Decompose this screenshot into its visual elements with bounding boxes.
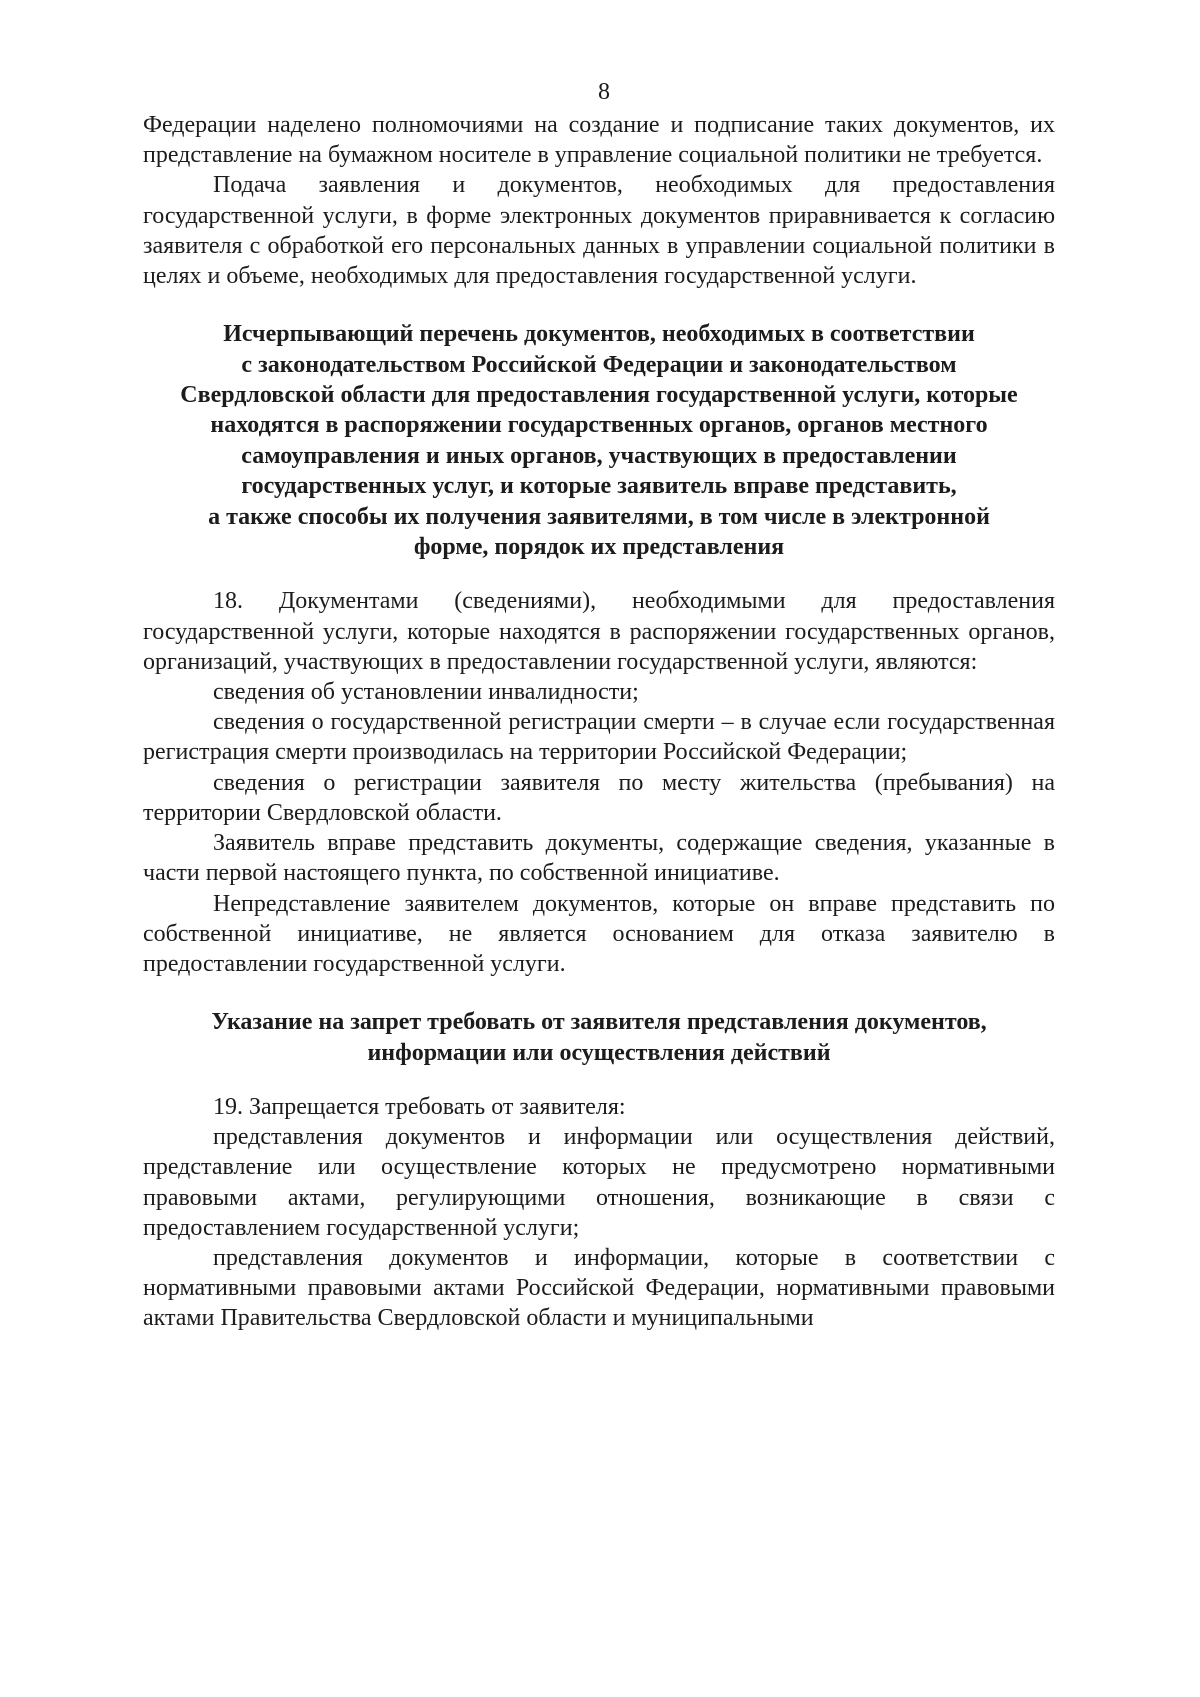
heading-line: с законодательством Российской Федерации и законодательством — [241, 351, 957, 378]
paragraph-residence-registration: сведения о регистрации заявителя по месту жительства (пребывания) на территории Свердловской области. — [143, 769, 1055, 826]
heading-line: информации или осуществления действий — [367, 1039, 831, 1066]
paragraph-item-19: 19. Запрещается требовать от заявителя: — [213, 1093, 626, 1120]
document-page — [143, 78, 1055, 1334]
spacer — [143, 979, 1055, 1007]
heading-line: самоуправления и иных органов, участвующих в предоставлении — [241, 442, 957, 469]
heading-line: находятся в распоряжении государственных органов, органов местного — [210, 412, 988, 439]
spacer — [143, 562, 1055, 586]
paragraph-prohibition-2: представления документов и информации, которые в соответствии с нормативными правовыми актами Российской Федерации, нормативными правовыми актами Правительства Свердловской области и муниципальными — [143, 1244, 1055, 1332]
paragraph-continuation: Федерации наделено полномочиями на создание и подписание таких документов, их представление на бумажном носителе в управление социальной политики не требуется. — [143, 112, 1055, 169]
paragraph-disability-info: сведения об установлении инвалидности; — [213, 679, 639, 706]
paragraph-prohibition-1: представления документов и информации или осуществления действий, представление или осуществление которых не предусмотрено нормативными правовыми актами, регулирующими отношения, возникающие в связи с предоставлением государственной услуги; — [143, 1124, 1055, 1241]
paragraph-electronic-submission: Подача заявления и документов, необходимых для предоставления государственной услуги, в форме электронных документов приравнивается к согласию заявителя с обработкой его персональных данных в управлении социальной политики в целях и объеме, необходимых для предоставления государственной услуги. — [143, 172, 1055, 290]
section-heading-documents-list — [143, 319, 1055, 562]
spacer — [143, 291, 1055, 319]
heading-line: государственных услуг, и которые заявитель вправе представить, — [241, 473, 957, 500]
paragraph-death-registration: сведения о государственной регистрации смерти – в случае если государственная регистрация смерти производилась на территории Российской Федерации; — [143, 709, 1055, 766]
heading-line: Указание на запрет требовать от заявителя представления документов, — [211, 1009, 987, 1036]
paragraph-item-18: 18. Документами (сведениями), необходимыми для предоставления государственной услуги, которые находятся в распоряжении государственных органов, организаций, участвующих в предоставлении государственной услуги, являются: — [143, 588, 1055, 675]
section-heading-prohibition — [143, 1007, 1055, 1068]
heading-line: форме, порядок их представления — [413, 534, 785, 561]
heading-line: а также способы их получения заявителями, в том числе в электронной — [208, 503, 990, 530]
heading-line: Свердловской области для предоставления государственной услуги, которые — [180, 382, 1018, 409]
paragraph-non-submission: Непредставление заявителем документов, которые он вправе представить по собственной инициативе, не является основанием для отказа заявителю в предоставлении государственной услуги. — [143, 890, 1055, 977]
page-number: 8 — [598, 79, 610, 105]
heading-line: Исчерпывающий перечень документов, необходимых в соответствии — [223, 321, 975, 348]
paragraph-own-initiative: Заявитель вправе представить документы, содержащие сведения, указанные в части первой настоящего пункта, по собственной инициативе. — [143, 830, 1055, 887]
spacer — [143, 1068, 1055, 1092]
